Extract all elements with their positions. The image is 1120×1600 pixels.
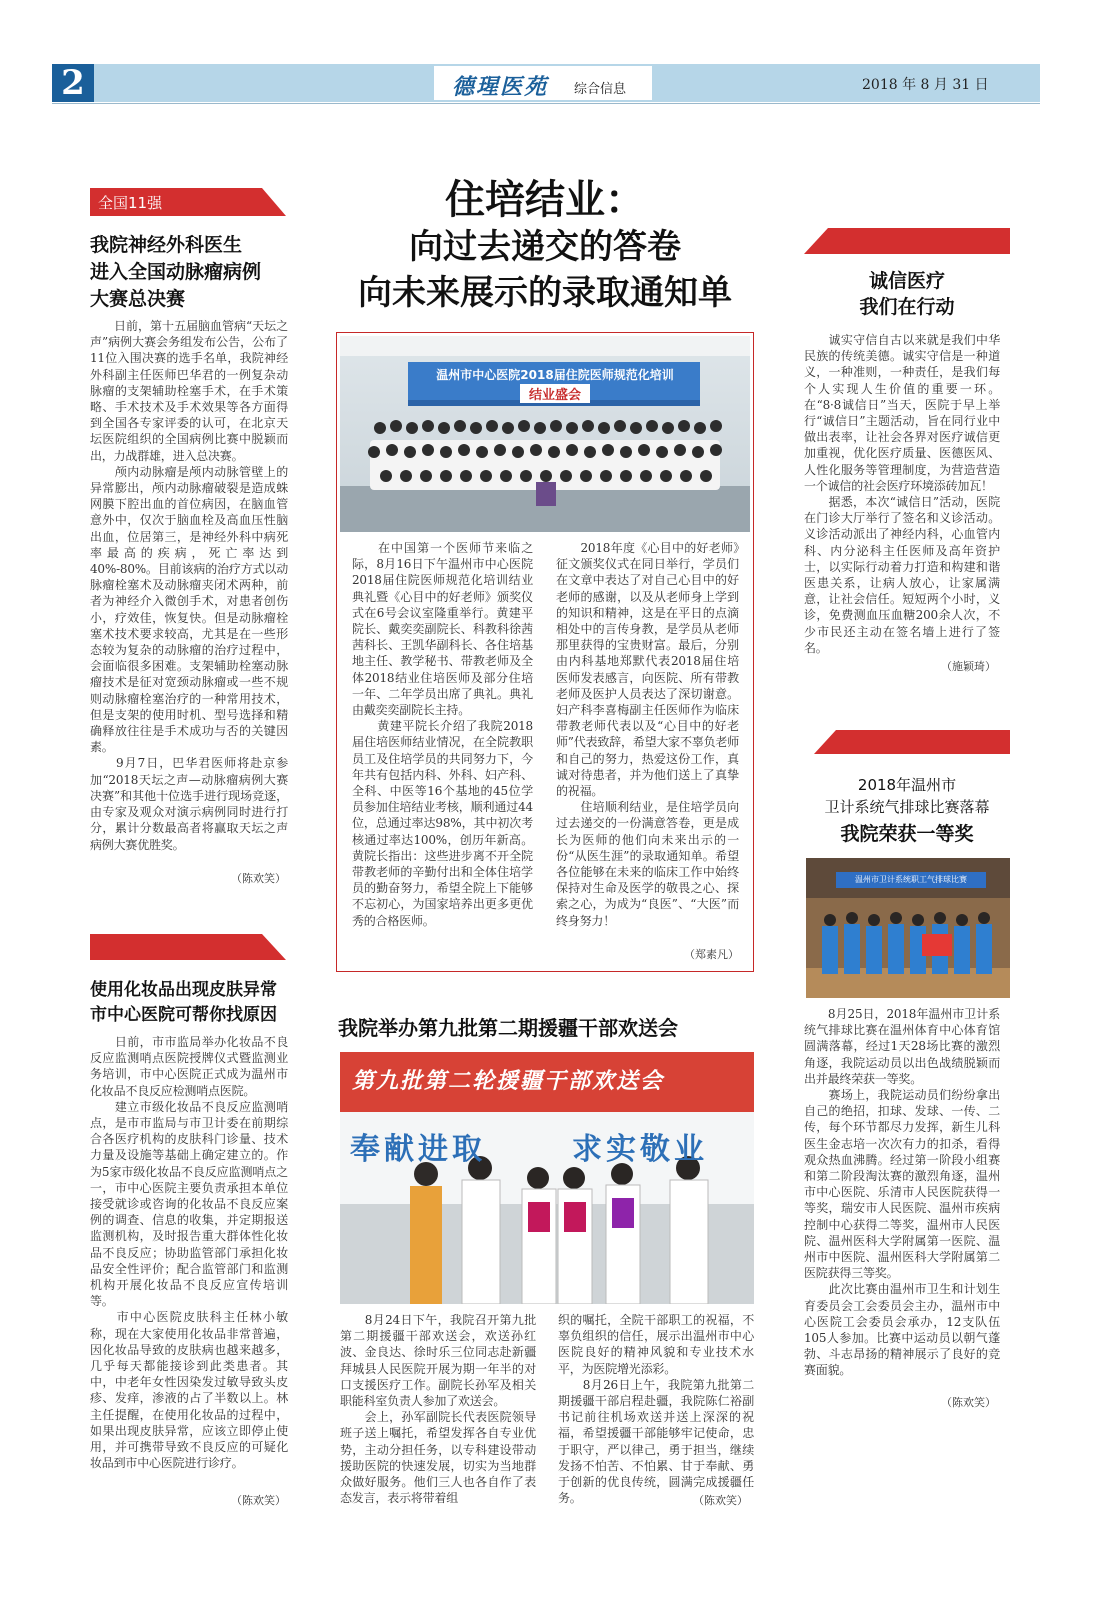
article-body: 8月25日，2018年温州市卫计系统气排球比赛在温州体育中心体育馆圆满落幕，经过1天28场比赛的激烈角逐，我院运动员以出色战绩脱颖而出并最终荣获一等奖。 赛场上，我院运动员们纷纷拿出自己的绝招，扣球、发球、一传、二传，每个环节都尽力发挥，新生儿科医生金志培一次次有力的扣杀，看得观众热血沸腾。经过第一阶段小组赛和第二阶段淘汰赛的激烈角逐，温州市中心医院、乐清市人民医院获得一等奖，瑞安市人民医院、温州市疾病控制中心获得二等奖，温州市人民医院、温州医科大学附属第一医院、温州市中医院、温州医科大学附属第二医院获得三等奖。 此次比赛由温州市卫生和计划生育委员会工会委员会主办，温州市中心医院工会委员会承办，12支队伍105人参加。比赛中运动员以朝气蓬勃、斗志昂扬的精神展示了良好的竞赛面貌。 <box>804 1007 1000 1378</box>
article-body-col1: 8月24日下午，我院召开第九批第二期援疆干部欢送会，欢送孙红波、金良达、徐时乐三位同志赴新疆拜城县人民医院开展为期一年半的对口支援医疗工作。副院长孙军及相关职能科室负责人参加了欢送会。 会上，孙军副院长代表医院领导班子送上嘱托，希望发挥各自专业优势，主动分担任务，以专科建设带动援助医院的快速发展，切实为当地群众做好服务。他们三人也各自作了表态发言，表示将带着组 <box>340 1313 536 1506</box>
headline-line: 住培结业： <box>445 177 645 223</box>
group-photo-banner-sub: 结业盛会 <box>520 384 590 403</box>
article-byline: （陈欢笑） <box>231 1494 286 1507</box>
article-body-col1: 在中国第一个医师节来临之际，8月16日下午温州市中心医院2018届住院医师规范化培训结业典礼暨《心目中的好老师》颁奖仪式在6号会议室隆重举行。黄建平院长、戴奕奕副院长、科教科徐茜茜科长、王凯华副科长、各住培基地主任、教学秘书、带教老师及全体2018结业住培医师及部分住培一年、二年学员出席了典礼。典礼由戴奕奕副院长主持。 黄建平院长介绍了我院2018届住培医师结业情况，在全院教职员工及住培学员的共同努力下，今年共有包括内科、外科、妇产科、全科、中医等16个基地的45位学员参加住培结业考核，顺利通过44位，总通过率达98%，其中初次考核通过率达100%，创历年新高。黄院长指出：这些进步离不开全院带教老师的辛勤付出和全体住培学员的勤奋努力，希望全院上下能够不忘初心，为国家培养出更多更优秀的合格医师。 <box>352 541 533 928</box>
article-byline: （施颖琦） <box>941 660 996 673</box>
article-body: 诚实守信自古以来就是我们中华民族的传统美德。诚实守信是一种道义，一种准则，一种责任，是我们每个人实现人生价值的重要一环。在“8·8诚信日”当天，医院于早上举行“诚信日”主题活动，旨在同行业中做出表率，让社会各界对医疗诚信更加重视，优化医疗质量、医德医风、人性化服务等管理制度，为营造营造一个诚信的社会医疗环境添砖加瓦！ 据悉，本次“诚信日”活动，医院在门诊大厅举行了签名和义诊活动。义诊活动派出了神经内科，心血管内科、内分泌科主任医师及高年资护士，以实际行动着力打造和构建和谐医患关系，让病人放心，让家属满意，让社会信任。短短两个小时，义诊，免费测血压血糖200余人次，不少市民还主动在签名墙上进行了签名。 <box>804 333 1000 655</box>
headline-line: 使用化妆品出现皮肤异常 <box>90 980 277 1000</box>
headline-line: 我们在行动 <box>859 296 955 318</box>
article-body-col2: 织的嘱托，全院干部职工的祝福，不辜负组织的信任，展示出温州市中心医院良好的精神风貌和专业技术水平，为医院增光添彩。 8月26日上午，我院第九批第二期援疆干部启程赴疆，我院陈仁裕副书记前往机场欢送并送上深深的祝福，希望援疆干部能够牢记使命，忠于职守，严以律己，勇于担当，继续发扬不怕苦、不怕累、甘于奉献、勇于创新的优良传统，圆满完成援疆任务。 <box>558 1313 754 1506</box>
brand-logo: 德瑆医苑 <box>452 74 549 100</box>
article-body-col2: 2018年度《心目中的好老师》征文颁奖仪式在同日举行，学员们在文章中表达了对自己心目中的好老师的感谢，以及从老师身上学到的知识和精神，这是在平日的点滴相处中的言传身教，是学员从老师那里获得的宝贵财富。最后，分别由内科基地郑默代表2018届住培医师发表感言，向医院、所有带教老师及医护人员表达了深切谢意。妇产科李喜梅副主任医师作为临床带教老师代表以及“心目中的好老师”代表致辞，希望大家不辜负老师和自己的努力，热爱这份工作，真诚对待患者，并为他们送上了真挚的祝福。 住培顺利结业，是住培学员向过去递交的一份满意答卷，更是成长为医师的他们向未来出示的一份“从医生涯”的录取通知单。希望各位能够在未来的临床工作中始终保持对生命及医学的敬畏之心、探索之心，为成为“良医”、“大医”而终身努力！ <box>556 541 739 928</box>
headline-line: 向过去递交的答卷 <box>409 227 681 267</box>
headline-line: 进入全国动脉瘤病例 <box>90 261 262 283</box>
section-tag <box>804 228 1010 256</box>
volleyball-photo-banner: 温州市卫计系统职工气排球比赛 <box>855 875 967 884</box>
article-byline: （陈欢笑） <box>231 872 286 885</box>
article-body: 日前，第十五届脑血管病“天坛之声”病例大赛会务组发布公告，公布了11位入围决赛的选手名单，我院神经外科副主任医师巴华君的一例复杂动脉瘤的支架辅助栓塞手术，在手术策略、手术技术及手术效果等各方面得到全国各专家评委的认可，在北京天坛医院组织的全国病例比赛中脱颖而出，力战群雄，进入总决赛。 颅内动脉瘤是颅内动脉管壁上的异常膨出，颅内动脉瘤破裂是造成蛛网膜下腔出血的首位病因，在脑血管意外中，仅次于脑血栓及高血压性脑出血，位居第三，是神经外科中病死率最高的疾病，死亡率达到40%-80%。目前该病的治疗方式以动脉瘤栓塞术及动脉瘤夹闭术两种，前者为神经介入微创手术，对患者创伤小，疗效佳，恢复快。但是动脉瘤栓塞术技术要求较高，尤其是在一些形态较为复杂的动脉瘤的治疗过程中，会面临很多困难。支架辅助栓塞动脉瘤技术是征对宽颈动脉瘤或一些不规则动脉瘤栓塞治疗的一种常用技术，但是支架的使用时机、型号选择和精确释放往往是手术成功与否的关键因素。 9月7日，巴华君医师将赴京参加“2018天坛之声—动脉瘤病例大赛决赛”和其他十位选手进行现场竞逐，由专家及观众对演示病例同时进行打分，累计分数最高者将赢取天坛之声病例大赛优胜奖。 <box>90 319 288 852</box>
headline-line: 向未来展示的录取通知单 <box>358 273 732 313</box>
article-headline <box>800 774 1014 850</box>
section-label: 综合信息 <box>574 82 627 97</box>
article-byline: （郑素凡） <box>684 948 739 961</box>
article-byline: （陈欢笑） <box>941 1396 996 1409</box>
article-headline <box>90 232 290 313</box>
section-tag-label: 全国11强 <box>98 194 163 212</box>
tag-shape <box>90 934 286 960</box>
farewell-wall-right: 求实敬业 <box>572 1132 708 1167</box>
article-headline <box>90 978 300 1028</box>
section-tag <box>90 934 286 962</box>
farewell-photo-banner: 第九批第二轮援疆干部欢送会 <box>352 1068 665 1094</box>
main-headline <box>320 176 770 316</box>
group-photo-banner: 温州市中心医院2018届住院医师规范化培训 <box>436 368 674 382</box>
header-rule <box>52 103 1040 104</box>
section-tag <box>90 188 286 216</box>
headline-line: 诚信医疗 <box>868 270 945 292</box>
tag-shape <box>814 730 1010 754</box>
headline-line: 市中心医院可帮你找原因 <box>90 1005 277 1025</box>
headline-line: 卫计系统气排球比赛落幕 <box>824 798 990 816</box>
article-headline: 我院举办第九批第二期援疆干部欢送会 <box>338 1016 678 1040</box>
page-number: 2 <box>52 64 94 102</box>
issue-date: 2018 年 8 月 31 日 <box>862 77 989 93</box>
section-tag <box>814 730 1010 758</box>
headline-subtitle: 我院荣获一等奖 <box>840 823 974 845</box>
headline-line: 我院神经外科医生 <box>90 234 243 256</box>
farewell-wall-left: 奉献进取 <box>350 1132 486 1167</box>
article-byline: （陈欢笑） <box>693 1494 748 1507</box>
article-headline <box>804 268 1010 320</box>
headline-line: 2018年温州市 <box>857 776 957 794</box>
article-body: 日前，市市监局举办化妆品不良反应监测哨点医院授牌仪式暨监测业务培训，市中心医院正式成为温州市化妆品不良反应检测哨点医院。 建立市级化妆品不良反应监测哨点，是市市监局与市卫计委在前期综合各医疗机构的皮肤科门诊量、技术力量及设施等基础上确定建立的。作为5家市级化妆品不良反应监测哨点之一，市中心医院主要负责承担本单位接受就诊或咨询的化妆品不良反应案例的调查、信息的收集，并定期报送监测机构，及时报告重大群体性化妆品不良反应；协助监管部门承担化妆品安全性评价；配合监管部门和监测机构开展化妆品不良反应宣传培训等。 市中心医院皮肤科主任林小敏称，现在大家使用化妆品非常普遍，因化妆品导致的皮肤病也越来越多，几乎每天都能接诊到此类患者。其中，中老年女性因染发过敏导致头皮疹、发痒，渗液的占了半数以上。林主任提醒，在使用化妆品的过程中，如果出现皮肤异常，应该立即停止使用，并可携带导致不良反应的可疑化妆品到市中心医院进行诊疗。 <box>90 1035 288 1471</box>
headline-line: 大赛总决赛 <box>90 288 186 310</box>
tag-shape <box>804 228 1010 254</box>
